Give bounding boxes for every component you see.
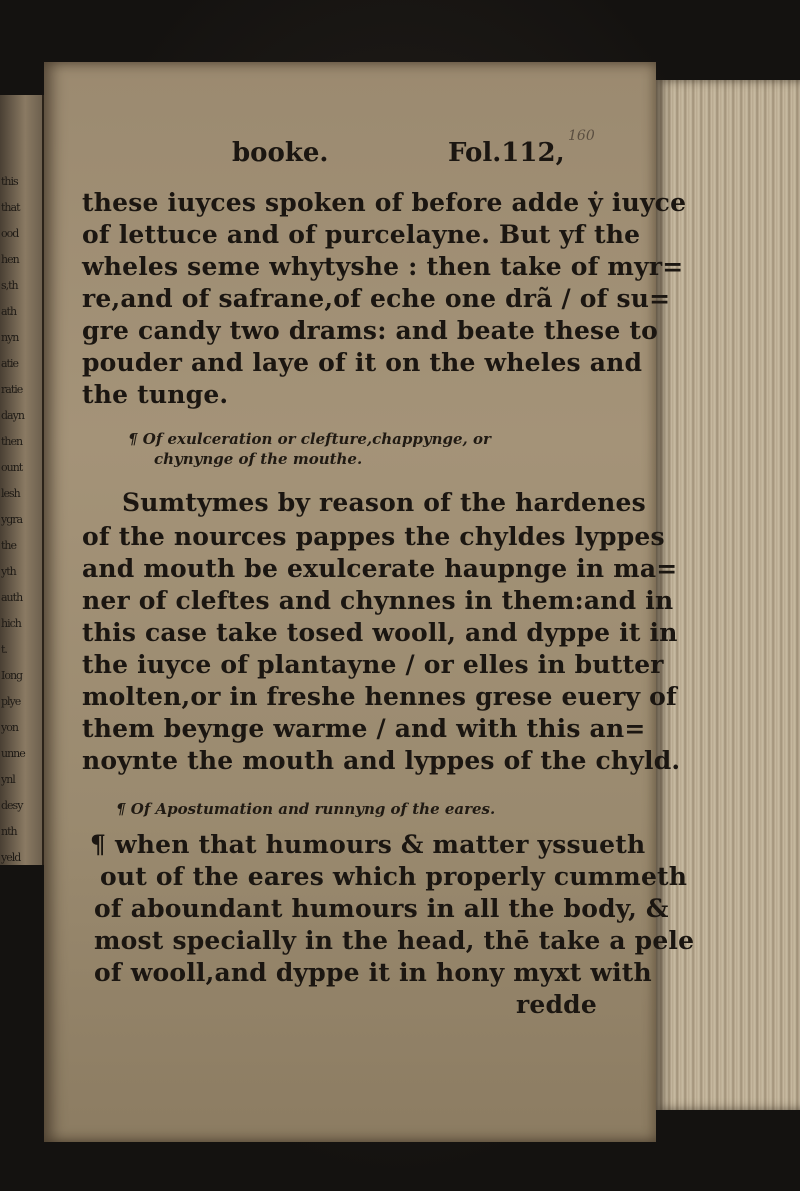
facing-page-fragment: nyn <box>1 331 19 344</box>
text-line: noynte the mouth and lyppes of the chyld. <box>82 746 681 775</box>
facing-page-fragment: hen <box>1 253 19 266</box>
text-line: of lettuce and of purcelayne. But yf the <box>82 220 641 249</box>
facing-page-fragment: then <box>1 435 23 448</box>
text-line: this case take tosed wooll, and dyppe it in <box>82 618 678 647</box>
facing-page-fragment: ynl <box>1 773 15 786</box>
section-heading: chynynge of the mouthe. <box>154 450 363 468</box>
facing-page-fragment: auth <box>1 591 23 604</box>
text-line: ¶ when that humours & matter yssueth <box>90 830 646 859</box>
text-line: pouder and laye of it on the wheles and <box>82 348 643 377</box>
text-line: wheles seme whytyshe : then take of myr= <box>82 252 684 281</box>
facing-page-fragment: ount <box>1 461 23 474</box>
text-line: ner of cleftes and chynnes in them:and in <box>82 586 674 615</box>
folio-pencil-note: 160 <box>568 128 595 144</box>
text-line: of the nources pappes the chyldes lyppes <box>82 522 665 551</box>
facing-page-fragment: ygra <box>1 513 23 526</box>
facing-page-fragment: yth <box>1 565 16 578</box>
facing-page-fragment: atie <box>1 357 19 370</box>
facing-page-fragment: yon <box>1 721 18 734</box>
text-line: of wooll,and dyppe it in hony myxt with <box>94 958 652 987</box>
facing-page-fragment: ratie <box>1 383 23 396</box>
facing-page-fragment: that <box>1 201 20 214</box>
facing-page-fragment: dayn <box>1 409 24 422</box>
section-heading: ¶ Of exulceration or clefture,chappynge, or <box>128 430 491 448</box>
text-line: the tunge. <box>82 380 229 409</box>
facing-page-fragment: nth <box>1 825 17 838</box>
facing-page-fragment: t. <box>1 643 7 656</box>
text-line: most specially in the head, thē take a pele <box>94 926 695 955</box>
facing-page-edge <box>0 95 44 865</box>
facing-page-fragment: ood <box>1 227 19 240</box>
text-line: out of the eares which properly cummeth <box>100 862 688 891</box>
running-title: booke. <box>232 138 329 168</box>
catchword: redde <box>516 990 597 1019</box>
text-line: of aboundant humours in all the body, & <box>94 894 669 923</box>
text-line: them beynge warme / and with this an= <box>82 714 646 743</box>
facing-page-fragment: desy <box>1 799 23 812</box>
text-line: these iuyces spoken of before adde ẏ iuyce <box>82 188 687 217</box>
text-line: the iuyce of plantayne / or elles in butter <box>82 650 664 679</box>
section-heading: ¶ Of Apostumation and runnyng of the eares. <box>116 800 496 818</box>
facing-page-fragment: s,th <box>1 279 18 292</box>
facing-page-fragment: yeld <box>1 851 21 864</box>
text-line: gre candy two drams: and beate these to <box>82 316 658 345</box>
facing-page-fragment: this <box>1 175 18 188</box>
facing-page-fragment: Iong <box>1 669 23 682</box>
facing-page-fragment: unne <box>1 747 25 760</box>
text-line: Sumtymes by reason of the hardenes <box>122 488 646 517</box>
facing-page-fragment: the <box>1 539 17 552</box>
facing-page-fragment: ath <box>1 305 17 318</box>
facing-page-fragment: plye <box>1 695 21 708</box>
running-header <box>232 138 592 172</box>
text-line: and mouth be exulcerate haupnge in ma= <box>82 554 678 583</box>
facing-page-fragment: lesh <box>1 487 20 500</box>
facing-page-fragment: hich <box>1 617 21 630</box>
folio-number: Fol.112, <box>448 138 565 168</box>
text-line: molten,or in freshe hennes grese euery of <box>82 682 677 711</box>
text-line: re,and of safrane,of eche one drã / of su= <box>82 284 671 313</box>
page-edges <box>656 80 800 1110</box>
